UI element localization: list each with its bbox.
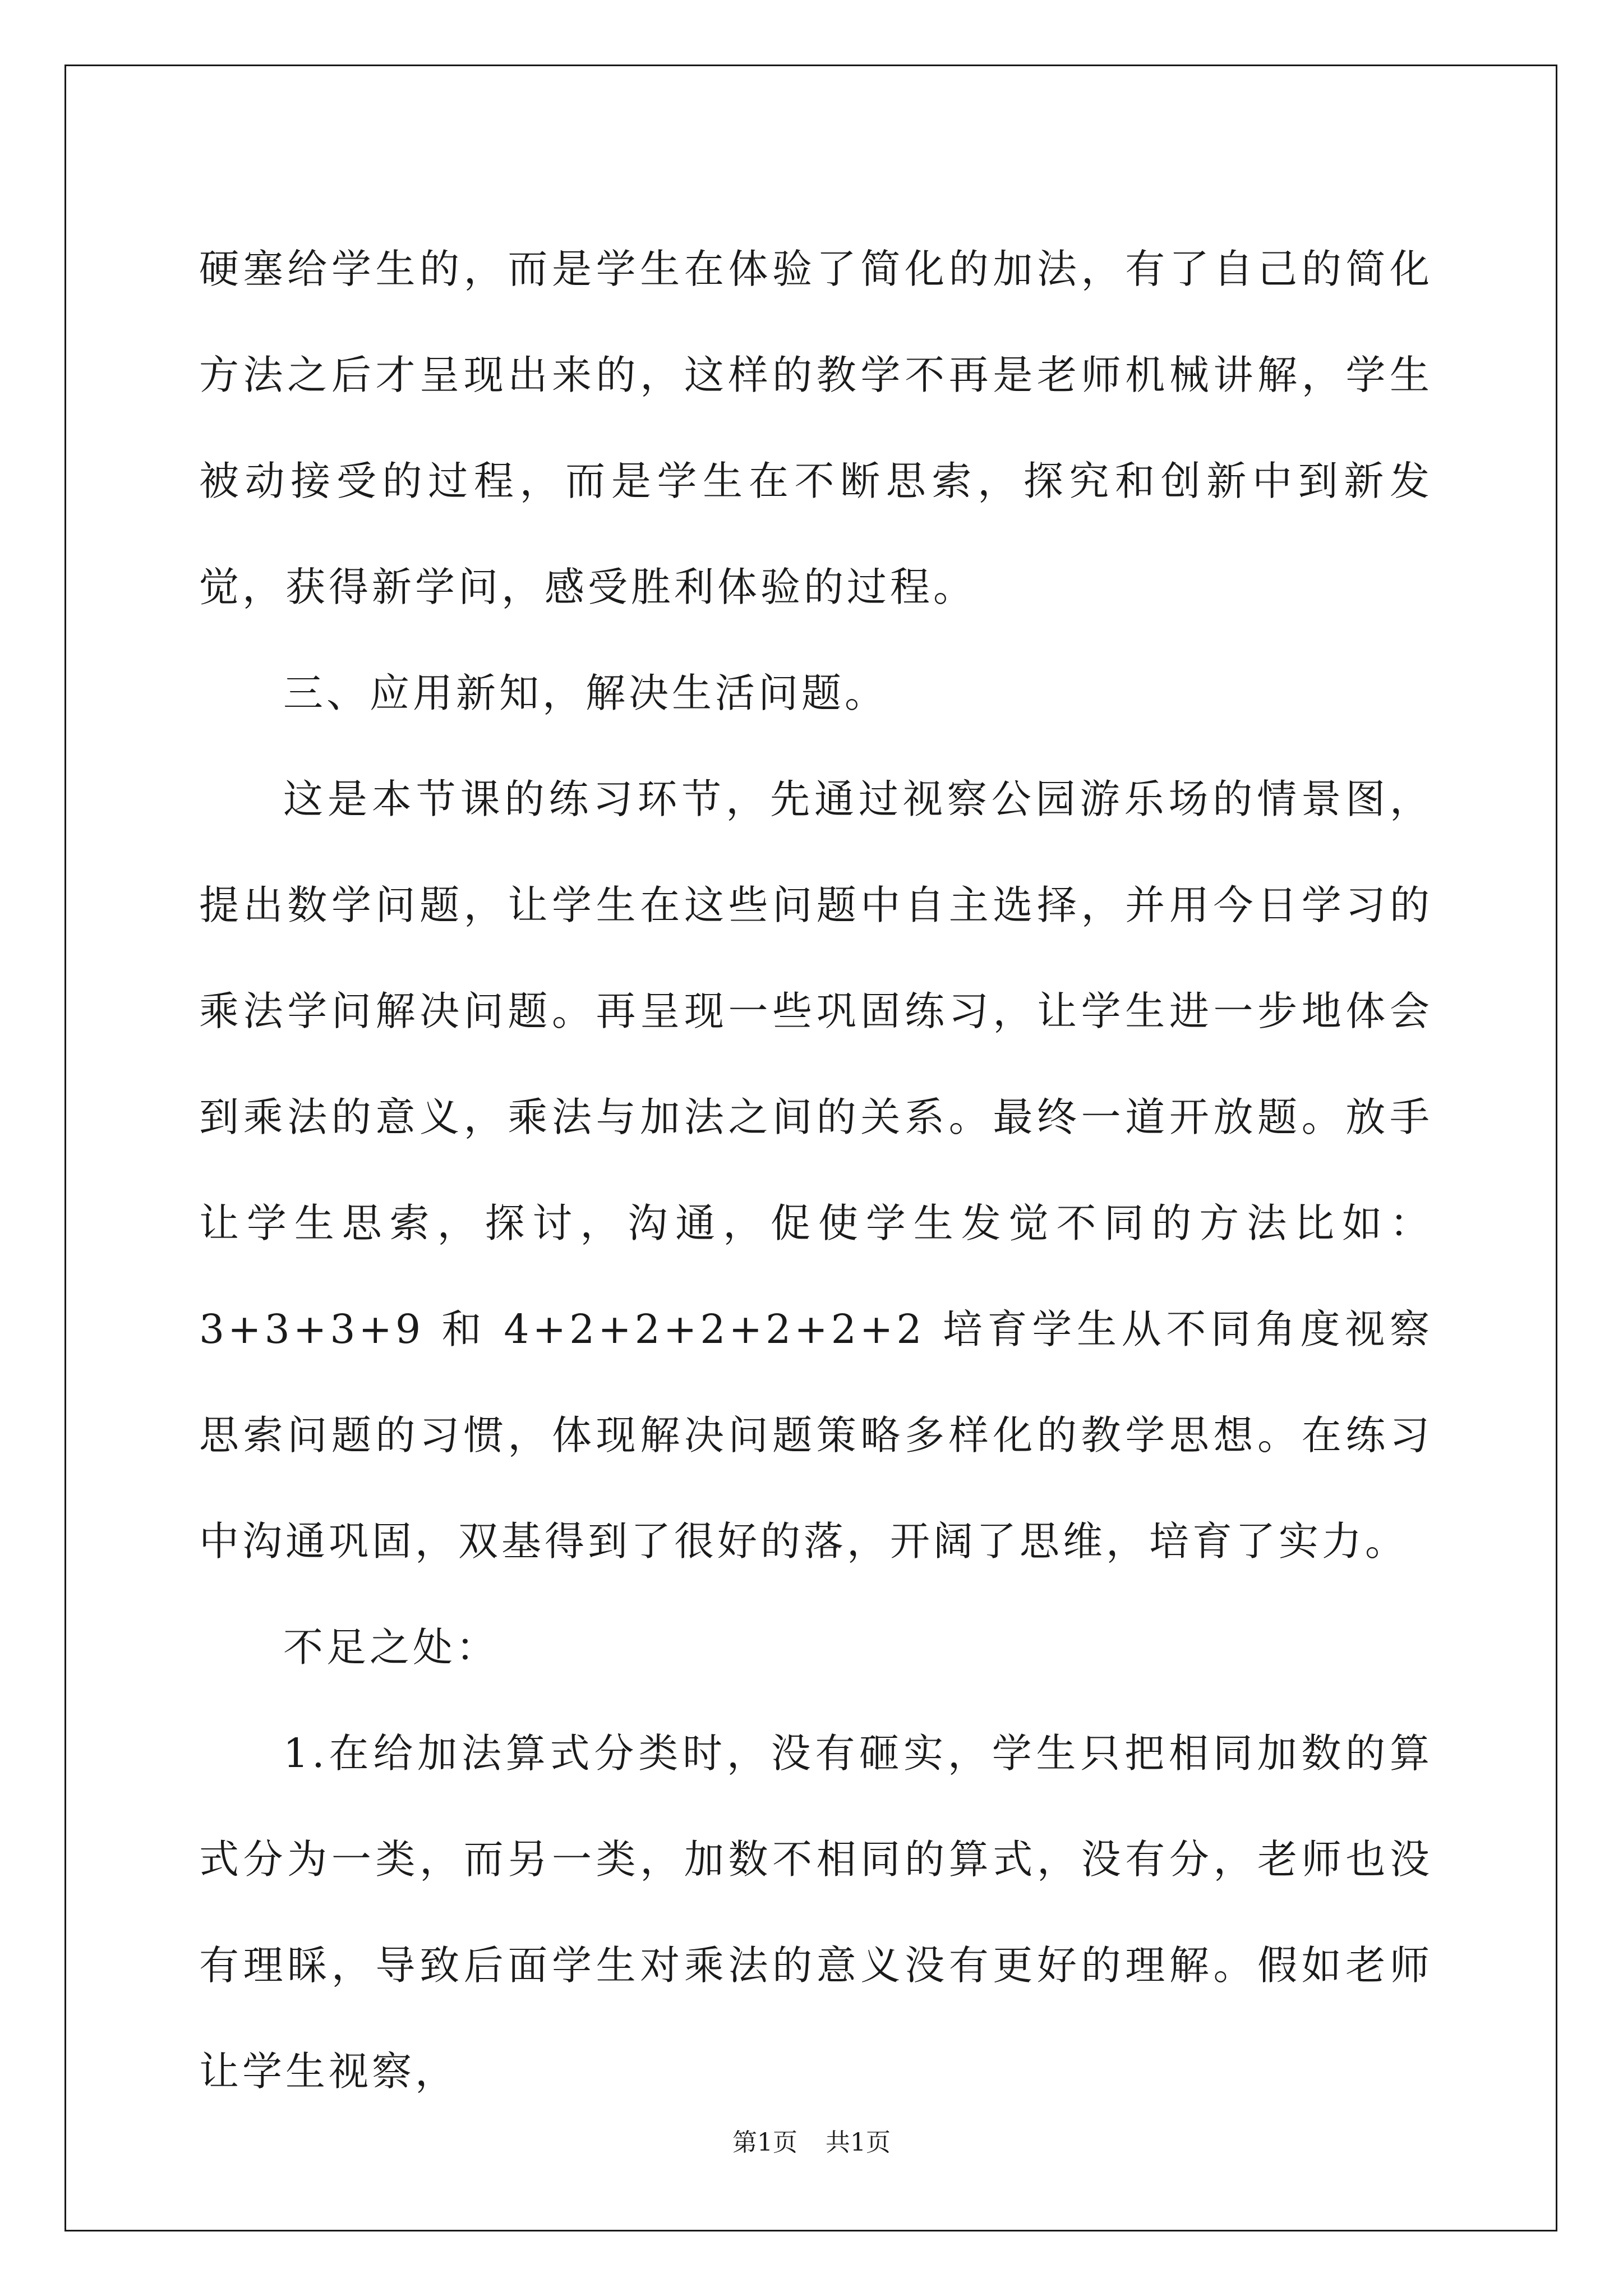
page-footer (0, 2126, 1623, 2160)
page-total: 共1页 (826, 2128, 891, 2157)
paragraph-4-heading: 不足之处： (283, 1624, 500, 1671)
paragraph-2-heading: 三、应用新知，解决生活问题。 (283, 670, 888, 716)
paragraph-3: 这是本节课的练习环节，先通过视察公园游乐场的情景图，提出数学问题，让学生在这些问题中自主选择，并用今日学习的乘法学问解决问题。再呈现一些巩固练习，让学生进一步地体会到乘法的意义，乘法与加法之间的关系。最终一道开放题。放手让学生思索，探讨，沟通，促使学生发觉不同的方法比如：3+3+3+9 和 4+2+2+2+2+2+2 培育学生从不同角度视察思索问题的习惯，体现解决问题策略多样化的教学思想。在练习中沟通巩固，双基得到了很好的落，开阔了思维，培育了实力。 (199, 776, 1433, 1565)
page-number: 第1页 (732, 2128, 797, 2157)
document-body (199, 216, 1433, 2124)
paragraph-1: 硬塞给学生的，而是学生在体验了简化的加法，有了自己的简化方法之后才呈现出来的，这样的教学不再是老师机械讲解，学生被动接受的过程，而是学生在不断思索，探究和创新中到新发觉，获得新学问，感受胜利体验的过程。 (199, 246, 1433, 610)
paragraph-5: 1.在给加法算式分类时，没有砸实，学生只把相同加数的算式分为一类，而另一类，加数不相同的算式，没有分，老师也没有理睬，导致后面学生对乘法的意义没有更好的理解。假如老师让学生视察， (199, 1730, 1433, 2095)
